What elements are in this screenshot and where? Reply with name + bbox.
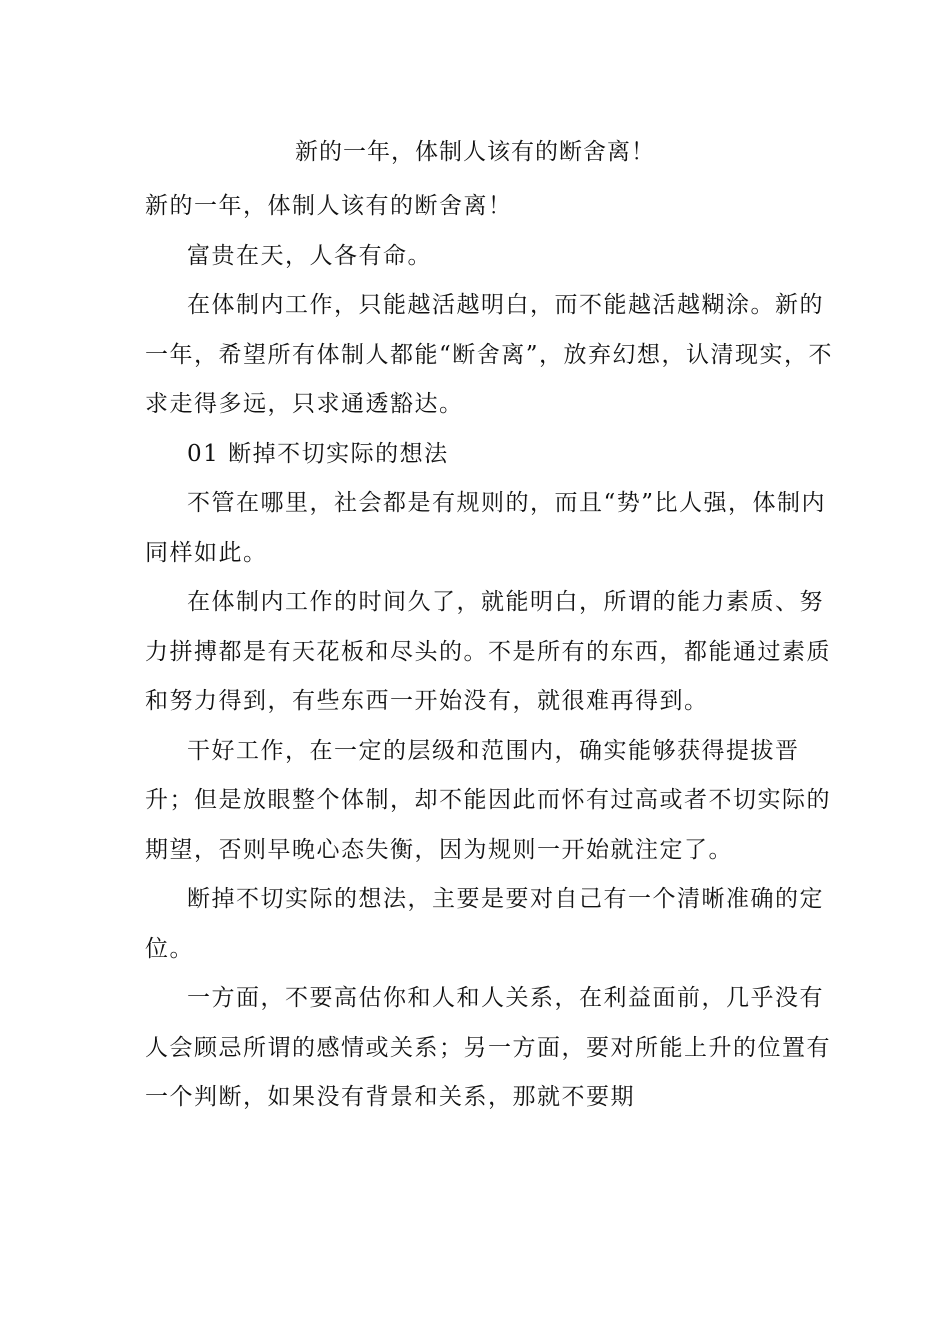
paragraph: 在体制内工作，只能越活越明白，而不能越活越糊涂。新的一年，希望所有体制人都能“断舍离”，放弃幻想，认清现实，不求走得多远，只求通透豁达。	[145, 292, 834, 417]
paragraph: 富贵在天，人各有命。	[187, 242, 432, 269]
paragraph: 干好工作，在一定的层级和范围内，确实能够获得提拔晋升；但是放眼整个体制，却不能因此而怀有过高或者不切实际的期望，否则早晚心态失衡，因为规则一开始就注定了。	[145, 737, 831, 863]
paragraph: 在体制内工作的时间久了，就能明白，所谓的能力素质、努力拼搏都是有天花板和尽头的。不是所有的东西，都能通过素质和努力得到，有些东西一开始没有，就很难再得到。	[145, 589, 831, 714]
section-heading: 01 断掉不切实际的想法	[187, 440, 449, 467]
paragraph: 一方面，不要高估你和人和人关系，在利益面前，几乎没有人会顾忌所谓的感情或关系；另一方面，要对所能上升的位置有一个判断，如果没有背景和关系，那就不要期	[145, 985, 831, 1110]
paragraph: 断掉不切实际的想法，主要是要对自己有一个清晰准确的定位。	[145, 886, 824, 962]
document-title: 新的一年，体制人该有的断舍离！	[295, 139, 655, 165]
paragraph-heading-repeat: 新的一年，体制人该有的断舍离！	[145, 193, 513, 219]
paragraph: 不管在哪里，社会都是有规则的，而且“势”比人强，体制内同样如此。	[145, 490, 827, 566]
document-body	[145, 182, 835, 1123]
